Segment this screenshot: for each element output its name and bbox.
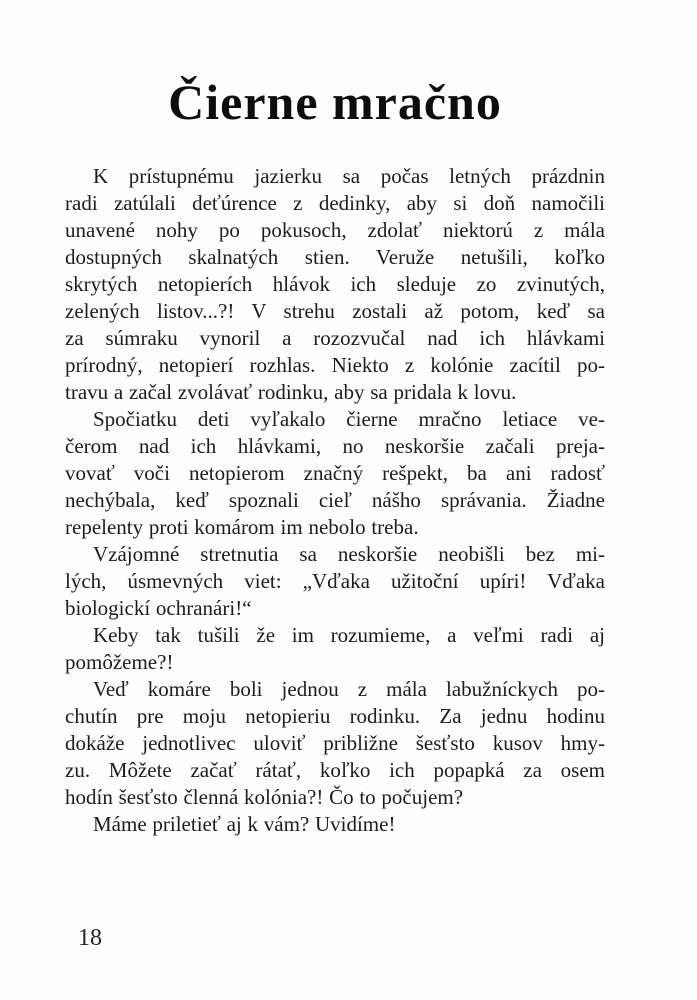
text-line: čerom nad ich hlávkami, no neskoršie začali preja-	[65, 434, 605, 458]
text-line: za súmraku vynoril a rozozvučal nad ich hlávkami	[65, 326, 605, 350]
text-line: Spočiatku deti vyľakalo čierne mračno letiace ve-	[93, 407, 605, 431]
text-line: Veď komáre boli jednou z mála labužníckych po-	[93, 677, 605, 701]
text-line: vovať voči netopierom značný rešpekt, ba ani radosť	[65, 461, 605, 485]
text-line: pomôžeme?!	[65, 650, 174, 674]
chapter-title: Čierne mračno	[168, 74, 502, 130]
paragraph	[65, 406, 605, 541]
text-line: dokáže jednotlivec uloviť približne šesťsto kusov hmy-	[65, 731, 605, 755]
text-line: hodín šesťsto členná kolónia?! Čo to počujem?	[65, 785, 464, 809]
paragraph	[65, 541, 605, 622]
text-line: lých, úsmevných viet: „Vďaka užitoční upíri! Vďaka	[65, 569, 605, 593]
paragraph	[65, 622, 605, 676]
text-line: travu a začal zvolávať rodinku, aby sa pridala k lovu.	[65, 380, 517, 404]
text-line: skrytých netopierích hlávok ich sleduje zo zvinutých,	[65, 272, 605, 296]
paragraph	[65, 676, 605, 811]
text-line: dostupných skalnatých stien. Veruže netušili, koľko	[65, 245, 605, 269]
text-line: unavené nohy po pokusoch, zdolať niektorú z mála	[65, 218, 605, 242]
text-line: biologickí ochranári!“	[65, 596, 252, 620]
text-line: zu. Môžete začať rátať, koľko ich popapká za osem	[65, 758, 605, 782]
text-line: radi zatúlali deťúrence z dedinky, aby si doň namočili	[65, 191, 605, 215]
page-number: 18	[78, 925, 102, 951]
text-line: nechýbala, keď spoznali cieľ nášho správania. Žiadne	[65, 488, 605, 512]
paragraph	[65, 811, 605, 838]
text-line: K prístupnému jazierku sa počas letných prázdnin	[93, 164, 605, 188]
paragraph	[65, 163, 605, 406]
text-line: Máme priletieť aj k vám? Uvidíme!	[93, 812, 396, 836]
text-line: Keby tak tušili že im rozumieme, a veľmi radi aj	[93, 623, 605, 647]
text-line: repelenty proti komárom im nebolo treba.	[65, 515, 419, 539]
text-line: chutín pre moju netopieriu rodinku. Za jednu hodinu	[65, 704, 605, 728]
text-line: zelených listov...?! V strehu zostali až potom, keď sa	[65, 299, 605, 323]
body-text	[65, 163, 605, 838]
text-line: Vzájomné stretnutia sa neskoršie neobišli bez mi-	[93, 542, 605, 566]
text-line: prírodný, netopierí rozhlas. Niekto z kolónie zacítil po-	[65, 353, 605, 377]
